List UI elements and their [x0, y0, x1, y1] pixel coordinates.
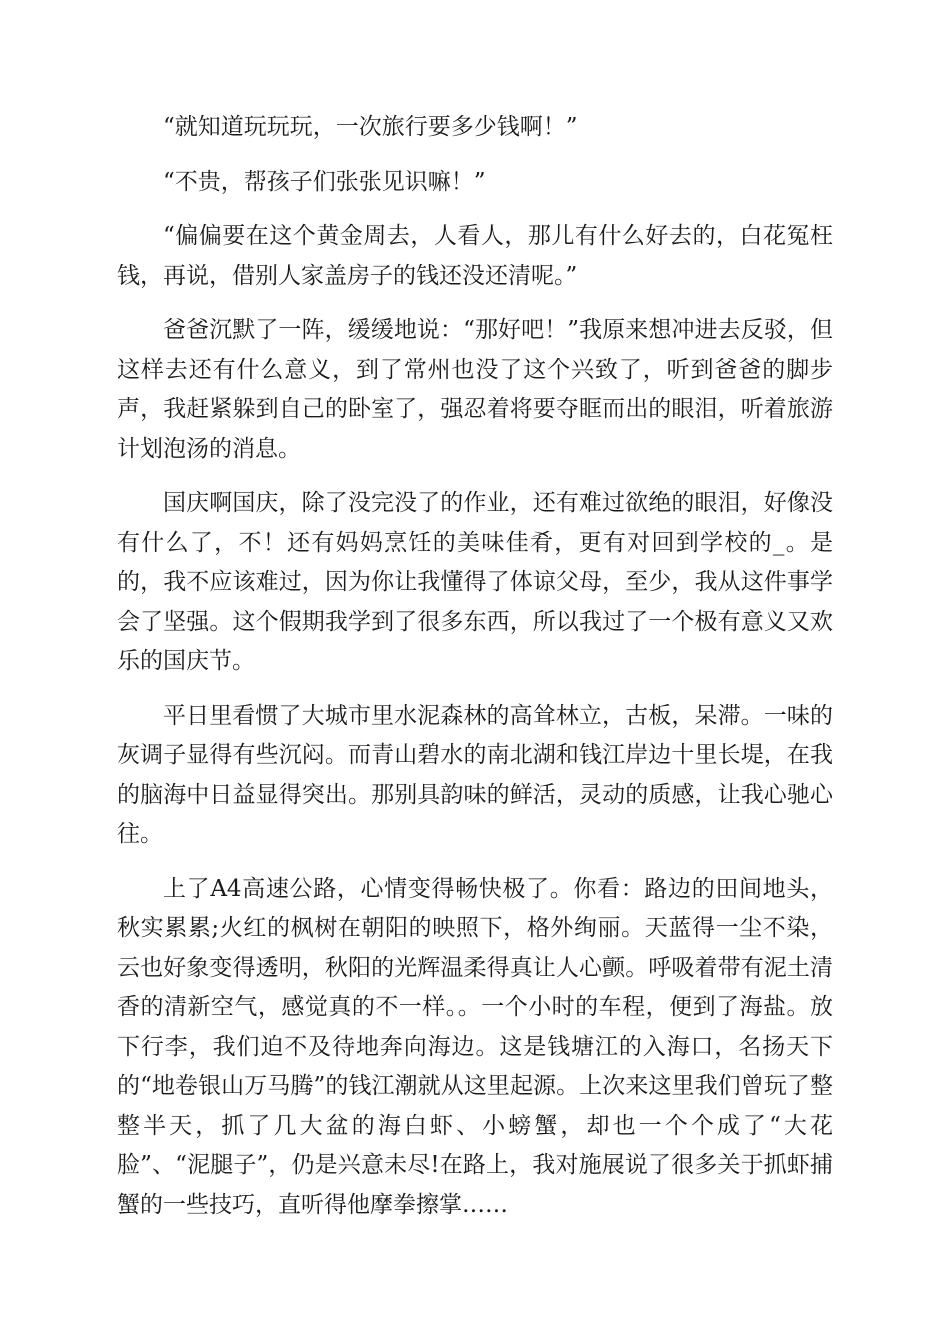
paragraph-4: 爸爸沉默了一阵，缓缓地说：“那好吧！”我原来想冲进去反驳，但这样去还有什么意义，到了常州也没了这个兴致了，听到爸爸的脚步声，我赶紧躲到自己的卧室了，强忍着将要夺眶而出的眼泪，听着旅游计划泡汤的消息。 — [117, 317, 833, 462]
paragraph-5: 国庆啊国庆，除了没完没了的作业，还有难过欲绝的眼泪，好像没有什么了，不！还有妈妈烹饪的美味佳肴，更有对回到学校的_。是的，我不应该难过，因为你让我懂得了体谅父母，至少，我从这件事学会了坚强。这个假期我学到了很多东西，所以我过了一个极有意义又欢乐的国庆节。 — [117, 490, 833, 674]
paragraph-2: “不贵，帮孩子们张张见识嘛！” — [163, 168, 486, 195]
paragraph-7: 上了A4高速公路，心情变得畅快极了。你看：路边的田间地头，秋实累累;火红的枫树在朝阳的映照下，格外绚丽。天蓝得一尘不染，云也好象变得透明，秋阳的光辉温柔得真让人心颤。呼吸着带有泥土清香的清新空气，感觉真的不一样。。一个小时的车程，便到了海盐。放下行李，我们迫不及待地奔向海边。这是钱塘江的入海口，名扬天下的“地卷银山万马腾”的钱江潮就从这里起源。上次来这里我们曾玩了整整半天，抓了几大盆的海白虾、小螃蟹，却也一个个成了“大花脸”、“泥腿子”，仍是兴意未尽!在路上，我对施展说了很多关于抓虾捕蟹的一些技巧，直听得他摩拳擦掌…… — [117, 875, 833, 1218]
document-body — [117, 108, 833, 1240]
paragraph-6: 平日里看惯了大城市里水泥森林的高耸林立，古板，呆滞。一味的灰调子显得有些沉闷。而青山碧水的南北湖和钱江岸边十里长堤，在我的脑海中日益显得突出。那别具韵味的鲜活，灵动的质感，让我心驰心往。 — [117, 702, 833, 847]
paragraph-3: “偏偏要在这个黄金周去，人看人，那儿有什么好去的，白花冤枉钱，再说，借别人家盖房子的钱还没还清呢。” — [117, 223, 833, 289]
paragraph-1: “就知道玩玩玩，一次旅行要多少钱啊！” — [163, 114, 578, 140]
